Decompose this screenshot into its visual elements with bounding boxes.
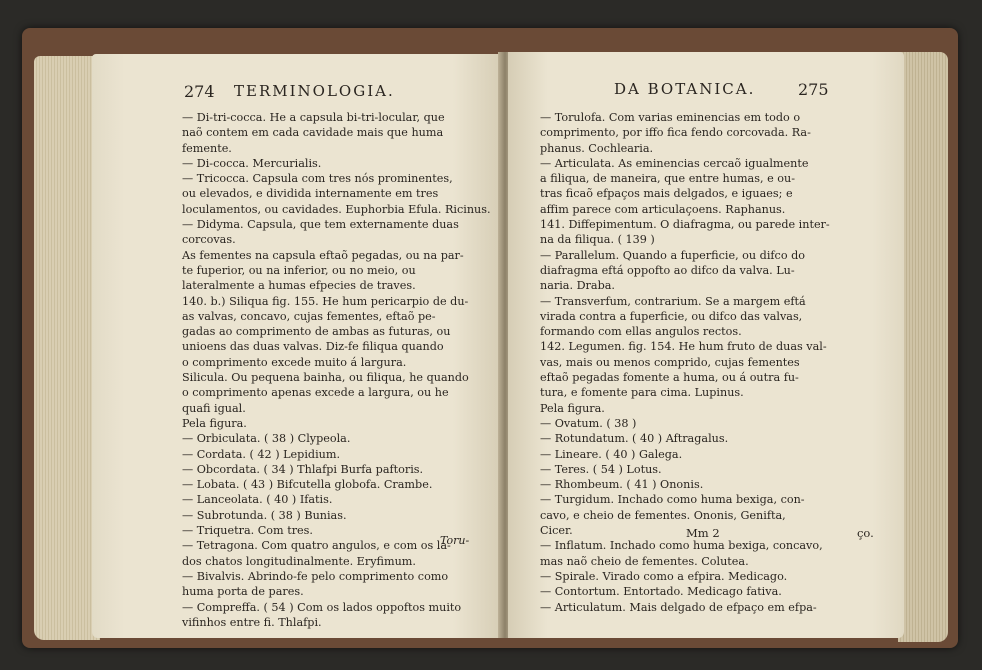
text-line: — Transverfum, contrarium. Se a margem eftá <box>540 294 806 308</box>
text-line: — Subrotunda. ( 38 ) Bunias. <box>182 508 347 522</box>
catchword-left: Toru- <box>440 534 470 547</box>
text-line: Cicer. <box>540 524 573 538</box>
text-line: vas, mais ou menos comprido, cujas fementes <box>540 355 800 369</box>
text-line: Pela figura. <box>540 401 605 415</box>
signature-text: Mm 2 <box>686 526 720 540</box>
text-line: — Teres. ( 54 ) Lotus. <box>540 462 662 476</box>
text-line: — Didyma. Capsula, que tem externamente duas <box>182 218 459 232</box>
text-line: corcovas. <box>182 233 236 247</box>
text-line: — Bivalvis. Abrindo-fe pelo comprimento como <box>182 569 449 583</box>
text-line: — Cordata. ( 42 ) Lepidium. <box>182 447 341 461</box>
signature-mark <box>686 526 874 540</box>
text-line: — Triquetra. Com tres. <box>182 524 313 538</box>
text-line: femente. <box>182 141 232 155</box>
text-line: naria. Draba. <box>540 279 615 293</box>
page-edges-right <box>898 52 948 642</box>
text-line: mas naõ cheio de fementes. Colutea. <box>540 554 749 568</box>
page-number-left: 274 <box>184 82 215 101</box>
text-line: 141. Diffepimentum. O diafragma, ou parede inter- <box>540 218 830 232</box>
text-line: dos chatos longitudinalmente. Eryfimum. <box>182 554 416 568</box>
text-line: — Tricocca. Capsula com tres nós prominentes, <box>182 172 453 186</box>
text-line: phanus. Cochlearia. <box>540 141 654 155</box>
text-line: — Parallelum. Quando a fuperficie, ou difco do <box>540 248 806 262</box>
page-edges-left <box>34 56 100 640</box>
text-line: — Di-cocca. Mercurialis. <box>182 156 322 170</box>
text-line: vifinhos entre fi. Thlafpi. <box>182 615 322 629</box>
text-line: diafragma eftá oppofto ao difco da valva. Lu- <box>540 263 795 277</box>
text-line: affim parece com articulaçoens. Raphanus. <box>540 202 786 216</box>
text-line: — Rotundatum. ( 40 ) Aftragalus. <box>540 432 729 446</box>
text-line: as valvas, concavo, cujas fementes, eftaõ pe- <box>182 309 436 323</box>
text-line: Silicula. Ou pequena bainha, ou filiqua, he quando <box>182 371 469 385</box>
left-page <box>92 54 502 638</box>
text-line: formando com ellas angulos rectos. <box>540 325 742 339</box>
text-line: As fementes na capsula eftaõ pegadas, ou na par- <box>182 248 464 262</box>
text-line: lateralmente a humas efpecies de traves. <box>182 279 416 293</box>
text-line: naõ contem em cada cavidade mais que huma <box>182 126 444 140</box>
text-line: — Torulofa. Com varias eminencias em todo o <box>540 111 801 124</box>
text-line: — Articulatum. Mais delgado de efpaço em efpa- <box>540 600 817 614</box>
left-page-text <box>182 110 491 630</box>
text-line: — Orbiculata. ( 38 ) Clypeola. <box>182 432 351 446</box>
running-header-left: TERMINOLOGIA. <box>234 82 395 100</box>
text-line: — Articulata. As eminencias cercaõ igualmente <box>540 156 809 170</box>
text-line: — Contortum. Entortado. Medicago fativa. <box>540 585 782 599</box>
text-line: — Lanceolata. ( 40 ) Ifatis. <box>182 493 333 507</box>
text-line: ou elevados, e dividida internamente em tres <box>182 187 439 201</box>
text-line: — Tetragona. Com quatro angulos, e com os la- <box>182 539 451 553</box>
text-line: — Lobata. ( 43 ) Bifcutella globofa. Crambe. <box>182 478 433 492</box>
text-line: o comprimento apenas excede a largura, ou he <box>182 386 449 400</box>
text-line: quafi igual. <box>182 401 246 415</box>
text-line: virada contra a fuperficie, ou difco das valvas, <box>540 309 803 323</box>
text-line: o comprimento excede muito á largura. <box>182 355 407 369</box>
text-line: — Obcordata. ( 34 ) Thlafpi Burfa paftoris. <box>182 462 424 476</box>
text-line: loculamentos, ou cavidades. Euphorbia Efula. Ricinus. <box>182 202 491 216</box>
text-line: — Di-tri-cocca. He a capsula bi-tri-locular, que <box>182 111 445 124</box>
text-line: — Lineare. ( 40 ) Galega. <box>540 447 683 461</box>
text-line: comprimento, por iffo fica fendo corcovada. Ra- <box>540 126 811 140</box>
text-line: gadas ao comprimento de ambas as futuras, ou <box>182 325 451 339</box>
text-line: unioens das duas valvas. Diz-fe filiqua quando <box>182 340 444 354</box>
text-line: a filiqua, de maneira, que entre humas, e ou- <box>540 172 795 186</box>
running-header-right: DA BOTANICA. <box>614 80 756 98</box>
page-number-right: 275 <box>798 80 829 99</box>
text-line: — Inflatum. Inchado como huma bexiga, concavo, <box>540 539 823 553</box>
text-line: — Spirale. Virado como a efpira. Medicago. <box>540 569 788 583</box>
text-line: — Compreffa. ( 54 ) Com os lados oppoftos muito <box>182 600 462 614</box>
text-line: tras ficaõ efpaços mais delgados, e iguaes; e <box>540 187 793 201</box>
text-line: 140. b.) Siliqua fig. 155. He hum pericarpio de du- <box>182 294 469 308</box>
catchword-right: ço. <box>856 526 874 540</box>
text-line: — Ovatum. ( 38 ) <box>540 416 637 430</box>
text-line: Pela figura. <box>182 416 247 430</box>
text-line: cavo, e cheio de fementes. Ononis, Genifta, <box>540 508 786 522</box>
text-line: — Turgidum. Inchado como huma bexiga, con- <box>540 493 805 507</box>
text-line: 142. Legumen. fig. 154. He hum fruto de duas val- <box>540 340 827 354</box>
right-page <box>508 52 904 638</box>
text-line: — Rhombeum. ( 41 ) Ononis. <box>540 478 704 492</box>
text-line: na da filiqua. ( 139 ) <box>540 233 655 247</box>
text-line: eftaõ pegadas fomente a huma, ou á outra fu- <box>540 371 799 385</box>
text-line: huma porta de pares. <box>182 585 304 599</box>
text-line: tura, e fomente para cima. Lupinus. <box>540 386 744 400</box>
text-line: te fuperior, ou na inferior, ou no meio, ou <box>182 263 416 277</box>
